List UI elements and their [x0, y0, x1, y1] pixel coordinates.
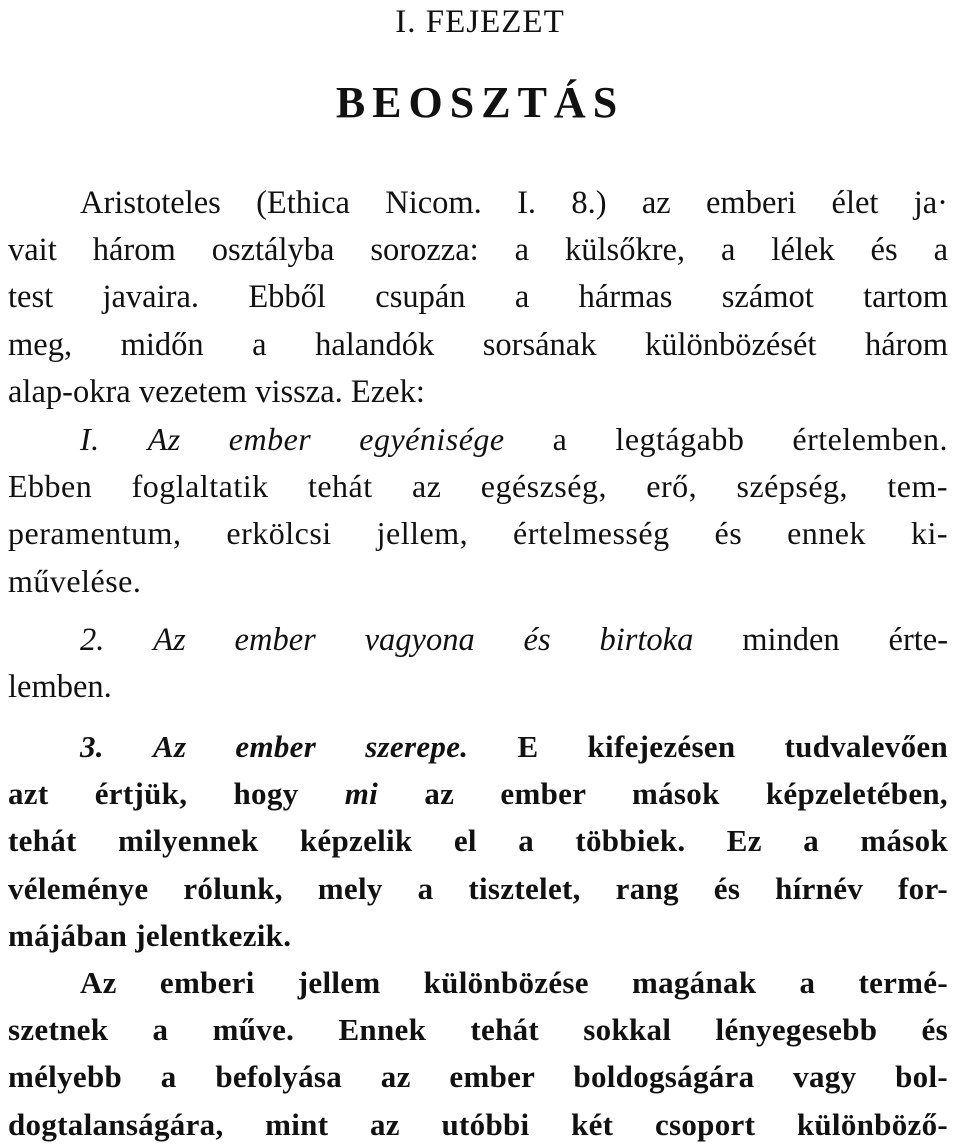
intro-line-4: meg, midőn a halandók sorsának különbözését három [8, 326, 948, 363]
item-2-line-1 [8, 617, 948, 664]
final-line-3: mélyebb a befolyása az ember boldogságára vagy bol- [8, 1059, 948, 1095]
item-3-line-4: véleménye rólunk, mely a tisztelet, rang és hírnév for- [8, 870, 948, 906]
item-1-line-1 [8, 416, 948, 463]
item-1-emphasis: Az ember egyénisége [147, 420, 505, 457]
intro-line-2: vait három osztályba sorozza: a külsőkre, a lélek és a [8, 232, 948, 269]
body-text [8, 180, 948, 1148]
item-3-line-3: tehát milyennek képzelik el a többiek. Ez a mások [8, 823, 948, 859]
final-line-4: dogtalanságára, mint az utóbbi két csoport különböző- [8, 1106, 948, 1142]
item-2-conjunction: és [523, 621, 551, 658]
item-1-line-3: peramentum, erkölcsi jellem, értelmesség és ennek ki- [8, 515, 948, 552]
item-3-mi: mi [344, 776, 379, 812]
page-title: BEOSZTÁS [335, 78, 625, 127]
item-3-line-2 [8, 770, 948, 817]
intro-line-5: alap-okra vezetem vissza. Ezek: [8, 373, 425, 410]
item-3-line-1-rest: E kifejezésen tudvalevően [517, 729, 948, 765]
intro-line-1: Aristoteles (Ethica Nicom. I. 8.) az emberi élet ja· [80, 185, 948, 221]
final-line-1: Az emberi jellem különbözése magának a termé- [80, 965, 948, 1000]
item-1-line-2: Ebben foglaltatik tehát az egészség, erő, szépség, tem- [8, 468, 948, 505]
chapter-heading: I. FEJEZET [395, 4, 565, 40]
item-1-number: I. [80, 420, 100, 457]
spacer [8, 711, 948, 723]
item-2-emphasis-b: birtoka [599, 621, 694, 658]
spacer [8, 605, 948, 617]
item-3-line-1 [8, 723, 948, 770]
final-line-2: szetnek a műve. Ennek tehát sokkal lényegesebb és [8, 1012, 948, 1048]
item-2-number: 2. [80, 621, 105, 658]
item-1-line-1-rest: a legtágabb értelemben. [552, 420, 948, 457]
item-2-line-2: lemben. [8, 668, 112, 705]
item-1-line-4: művelése. [8, 562, 142, 599]
item-3-emphasis: Az ember szerepe. [152, 729, 469, 765]
item-3-number: 3. [80, 729, 104, 765]
item-2-line-1-rest: minden érte- [742, 621, 949, 658]
item-3-line-2-b: az ember mások képzeletében, [424, 776, 948, 812]
item-2-emphasis-a: Az ember vagyona [153, 621, 475, 658]
item-3-line-5: májában jelentkezik. [8, 917, 292, 953]
item-3-line-2-a: azt értjük, hogy [8, 776, 299, 812]
intro-line-3: test javaira. Ebből csupán a hármas számot tartom [8, 279, 948, 316]
